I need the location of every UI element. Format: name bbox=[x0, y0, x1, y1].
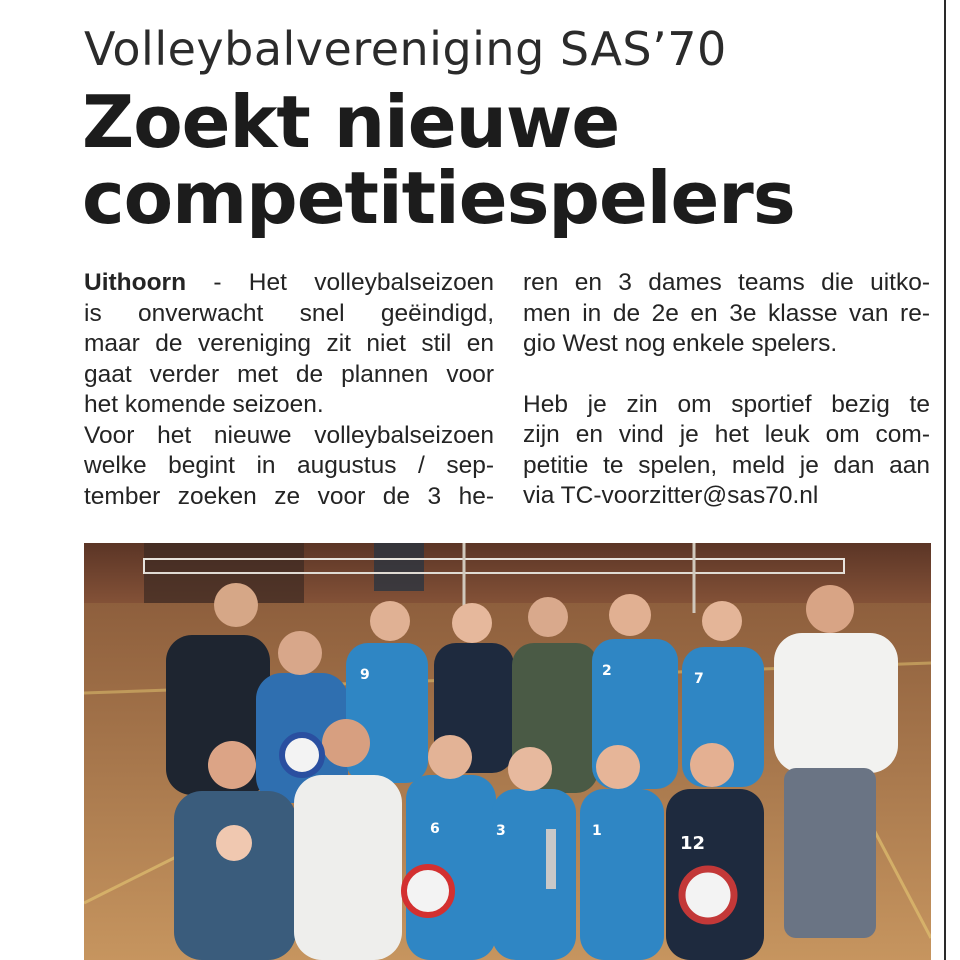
dateline-rest: - Het volleybalseizoen bbox=[186, 269, 494, 296]
person-body bbox=[174, 791, 296, 960]
team-photo bbox=[84, 543, 931, 960]
person-head bbox=[508, 747, 552, 791]
jersey-number: 12 bbox=[680, 833, 706, 854]
column-2-line: Heb je zin om sportief bezig te bbox=[523, 390, 930, 418]
person-body bbox=[294, 775, 402, 960]
jersey-number: 9 bbox=[360, 667, 370, 683]
contact-email-line: via TC-voorzitter@sas70.nl bbox=[523, 482, 819, 509]
person-head bbox=[370, 601, 410, 641]
jersey-number: 2 bbox=[602, 663, 612, 679]
column-1-line: is onverwacht snel geëindigd, bbox=[84, 299, 494, 327]
column-1-line: welke begint in augustus / sep- bbox=[84, 452, 494, 479]
jersey-number: 7 bbox=[694, 671, 704, 687]
volleyball bbox=[404, 867, 452, 915]
team-photo-illustration bbox=[84, 543, 931, 960]
jersey-number: 1 bbox=[592, 823, 602, 839]
column-1-line: maar de vereniging zit niet stil en bbox=[84, 330, 494, 357]
person-head bbox=[609, 594, 651, 636]
person-head bbox=[528, 597, 568, 637]
dateline-place: Uithoorn bbox=[84, 269, 187, 296]
person-head bbox=[322, 719, 370, 767]
person-head bbox=[208, 741, 256, 789]
person-legs bbox=[784, 768, 876, 938]
person-head bbox=[214, 583, 258, 627]
jersey-number: 6 bbox=[430, 821, 440, 837]
headline-line-2: competitiespelers bbox=[82, 156, 795, 240]
person-head bbox=[690, 743, 734, 787]
person-head bbox=[428, 735, 472, 779]
person-head bbox=[452, 603, 492, 643]
column-2-line: ren en 3 dames teams die uitko- bbox=[523, 269, 930, 296]
paragraph-gap bbox=[523, 360, 930, 390]
column-2-line: petitie te spelen, meld je dan aan bbox=[523, 451, 930, 479]
column-rule bbox=[944, 0, 946, 960]
column-2-line: men in de 2e en 3e klasse van re- bbox=[523, 299, 930, 327]
column-1-line: gaat verder met de plannen voor bbox=[84, 360, 494, 388]
person-head bbox=[596, 745, 640, 789]
volleyball bbox=[282, 735, 322, 775]
article-kicker: Volleybalvereniging SAS’70 bbox=[84, 22, 727, 76]
jersey-number: 3 bbox=[496, 823, 506, 839]
person-head bbox=[278, 631, 322, 675]
gym-window bbox=[374, 543, 424, 591]
article-column-2 bbox=[523, 268, 930, 512]
headline-line-1: Zoekt nieuwe bbox=[82, 80, 620, 164]
volleyball bbox=[682, 869, 734, 921]
column-1-line: het komende seizoen. bbox=[84, 391, 324, 418]
person-body bbox=[774, 633, 898, 773]
person-body bbox=[580, 789, 664, 960]
column-1-line: tember zoeken ze voor de 3 he- bbox=[84, 482, 494, 510]
column-2-line: gio West nog enkele spelers. bbox=[523, 330, 838, 357]
column-2-line: zijn en vind je het leuk om com- bbox=[523, 421, 930, 448]
person-head bbox=[806, 585, 854, 633]
column-1-line: Voor het nieuwe volleybalseizoen bbox=[84, 421, 494, 449]
column-1-line bbox=[84, 268, 494, 299]
person-head bbox=[702, 601, 742, 641]
article-headline bbox=[82, 80, 932, 240]
trophy bbox=[546, 829, 556, 889]
article-column-1 bbox=[84, 268, 494, 512]
baby-head bbox=[216, 825, 252, 861]
person-body bbox=[492, 789, 576, 960]
